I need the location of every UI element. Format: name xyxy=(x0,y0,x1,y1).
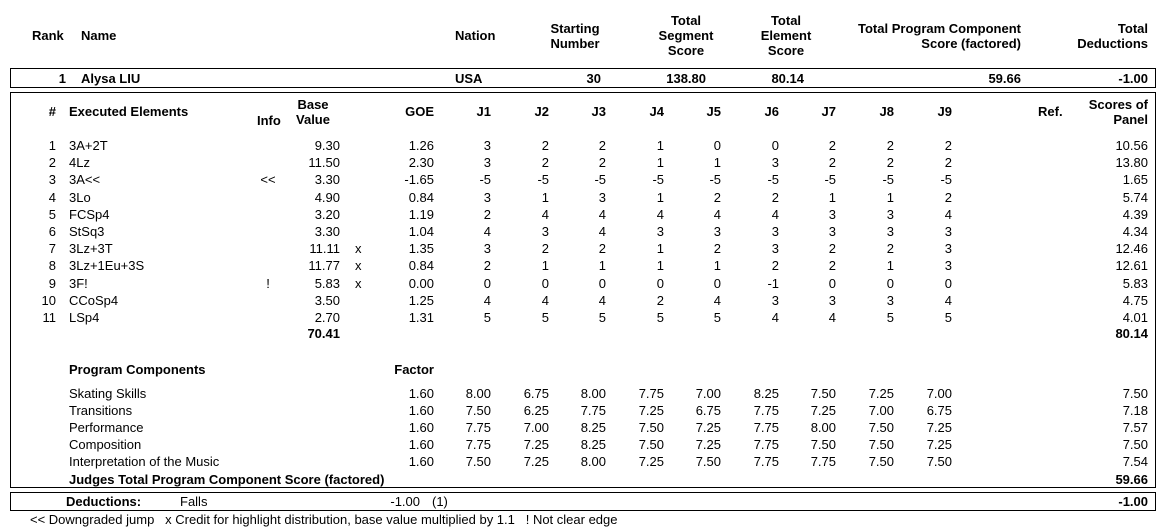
element-goe: 0.84 xyxy=(408,258,434,274)
judge-score: 2 xyxy=(541,155,549,171)
judge-score: 2 xyxy=(828,241,836,257)
judge-component-score: 8.25 xyxy=(753,386,779,401)
judge-score: 3 xyxy=(771,241,779,257)
judge-component-score: 7.50 xyxy=(638,437,664,452)
judge-component-score: 7.75 xyxy=(753,420,779,435)
judge-score: -5 xyxy=(479,172,491,188)
element-panel-score: 1.65 xyxy=(1122,172,1148,188)
judge-score: 3 xyxy=(886,206,894,222)
element-number: 9 xyxy=(48,275,56,291)
skater-total-pcs: 59.66 xyxy=(988,71,1021,86)
element-base-value: 11.77 xyxy=(308,258,340,274)
judge-component-score: 7.75 xyxy=(465,420,491,435)
component-panel-score: 7.18 xyxy=(1122,403,1148,418)
judge-score: 2 xyxy=(598,155,606,171)
nation-header: Nation xyxy=(455,28,496,43)
judge-score: -1 xyxy=(767,275,779,291)
component-factor: 1.60 xyxy=(408,437,434,452)
judge-score: 4 xyxy=(713,292,721,308)
element-base-value: 3.30 xyxy=(314,224,340,239)
judge-score: 5 xyxy=(713,310,721,325)
element-goe: 2.30 xyxy=(408,155,434,171)
judge-score: 0 xyxy=(828,275,836,291)
judge-score: 3 xyxy=(541,224,549,239)
element-number: 4 xyxy=(48,189,56,205)
skater-rank: 1 xyxy=(58,71,66,86)
judge-score: 2 xyxy=(944,155,952,171)
judge-score: 5 xyxy=(886,310,894,325)
element-panel-score: 4.01 xyxy=(1122,310,1148,325)
judge-score: 2 xyxy=(828,258,836,274)
total-deductions-header: Total Deductions xyxy=(1077,21,1148,51)
element-number: 7 xyxy=(48,241,56,257)
judge-score: 2 xyxy=(886,138,894,153)
judge-component-score: 8.00 xyxy=(580,386,606,401)
component-factor: 1.60 xyxy=(408,454,434,469)
element-info: << xyxy=(260,172,276,188)
total-segment-score-header: Total Segment Score xyxy=(658,13,714,58)
component-factor: 1.60 xyxy=(408,420,434,435)
judge-score: 2 xyxy=(886,155,894,171)
judge-score: 3 xyxy=(598,189,606,205)
starting-number-header: Starting Number xyxy=(550,21,600,51)
judge-component-score: 7.25 xyxy=(523,454,549,469)
judge-header-3: J3 xyxy=(591,104,606,119)
element-name: 3A+2T xyxy=(69,138,108,153)
judge-component-score: 7.50 xyxy=(810,386,836,401)
judge-score: 2 xyxy=(713,189,721,205)
element-panel-score: 12.61 xyxy=(1115,258,1148,274)
judge-score: 0 xyxy=(713,275,721,291)
judge-component-score: 7.50 xyxy=(638,420,664,435)
base-value-total: 70.41 xyxy=(307,326,340,341)
deductions-label: Deductions: xyxy=(66,494,142,509)
judge-score: 1 xyxy=(656,155,664,171)
total-pcs-header: Total Program Component Score (factored) xyxy=(858,21,1021,51)
judge-header-7: J7 xyxy=(821,104,836,119)
element-base-value: 11.11 xyxy=(309,241,340,257)
judge-score: 2 xyxy=(944,138,952,153)
judge-score: 5 xyxy=(541,310,549,325)
judge-score: 2 xyxy=(886,241,894,257)
judge-score: 1 xyxy=(598,258,606,274)
element-goe: -1.65 xyxy=(404,172,434,188)
judge-score: 2 xyxy=(771,189,779,205)
element-number: 2 xyxy=(48,155,56,171)
component-factor: 1.60 xyxy=(408,386,434,401)
judge-score: 0 xyxy=(598,275,606,291)
judge-component-score: 7.25 xyxy=(926,437,952,452)
judge-component-score: 7.75 xyxy=(465,437,491,452)
element-name: 3Lz+3T xyxy=(69,241,113,257)
component-name: Interpretation of the Music xyxy=(69,454,220,469)
judge-score: 3 xyxy=(886,224,894,239)
element-number: 3 xyxy=(48,172,56,188)
component-factor: 1.60 xyxy=(408,403,434,418)
judge-component-score: 7.50 xyxy=(465,403,491,418)
judge-score: 1 xyxy=(886,258,894,274)
element-goe: 1.25 xyxy=(408,292,434,308)
element-name: 3Lo xyxy=(69,189,91,205)
judge-score: 5 xyxy=(598,310,606,325)
pcs-total-label: Judges Total Program Component Score (factored) xyxy=(69,472,385,487)
element-panel-score: 4.39 xyxy=(1122,206,1148,222)
judge-component-score: 7.50 xyxy=(868,454,894,469)
name-header: Name xyxy=(81,28,117,43)
element-name: 3Lz+1Eu+3S xyxy=(69,258,145,274)
judge-score: 4 xyxy=(541,206,549,222)
judge-score: 3 xyxy=(771,224,779,239)
element-base-value: 4.90 xyxy=(314,189,340,205)
component-name: Transitions xyxy=(69,403,133,418)
skater-nation: USA xyxy=(455,71,483,86)
judge-score: 2 xyxy=(828,155,836,171)
judge-component-score: 7.75 xyxy=(638,386,664,401)
judge-score: -5 xyxy=(709,172,721,188)
judge-score: 4 xyxy=(771,206,779,222)
element-goe: 0.84 xyxy=(408,189,434,205)
judge-score: 3 xyxy=(828,224,836,239)
executed-elements-header: Executed Elements xyxy=(69,104,189,119)
element-base-value: 3.30 xyxy=(314,172,340,188)
element-name: LSp4 xyxy=(69,310,100,325)
judge-score: 1 xyxy=(828,189,836,205)
element-name: CCoSp4 xyxy=(69,292,119,308)
judge-score: 1 xyxy=(713,155,721,171)
judge-score: -5 xyxy=(882,172,894,188)
judge-component-score: 7.75 xyxy=(753,437,779,452)
element-base-value: 5.83 xyxy=(314,275,340,291)
judge-score: 3 xyxy=(483,138,491,153)
judge-score: 2 xyxy=(541,241,549,257)
judge-component-score: 7.25 xyxy=(868,386,894,401)
element-base-value: 2.70 xyxy=(314,310,340,325)
element-base-value: 9.30 xyxy=(314,138,340,153)
component-name: Skating Skills xyxy=(69,386,147,401)
skater-starting-number: 30 xyxy=(586,71,601,86)
element-bonus-marker: x xyxy=(355,241,362,257)
judge-score: 2 xyxy=(771,258,779,274)
judge-component-score: 7.50 xyxy=(810,437,836,452)
judge-component-score: 7.00 xyxy=(868,403,894,418)
judge-score: 2 xyxy=(944,189,952,205)
judge-component-score: 7.25 xyxy=(695,437,721,452)
judge-score: 3 xyxy=(483,241,491,257)
judge-header-6: J6 xyxy=(764,104,779,119)
element-base-value: 3.50 xyxy=(314,292,340,308)
judge-score: 3 xyxy=(483,155,491,171)
judge-score: -5 xyxy=(652,172,664,188)
judge-score: -5 xyxy=(537,172,549,188)
element-panel-score: 10.56 xyxy=(1115,138,1148,153)
judge-component-score: 7.75 xyxy=(580,403,606,418)
element-number: 11 xyxy=(42,310,56,325)
judge-component-score: 7.25 xyxy=(926,420,952,435)
judge-component-score: 8.25 xyxy=(580,420,606,435)
judge-score: 4 xyxy=(771,310,779,325)
factor-header: Factor xyxy=(394,362,434,377)
base-value-header: Base Value xyxy=(296,97,330,127)
judge-header-2: J2 xyxy=(534,104,549,119)
element-panel-score: 13.80 xyxy=(1115,155,1148,171)
deductions-value: -1.00 xyxy=(390,494,420,509)
element-number: 1 xyxy=(48,138,56,153)
judge-component-score: 6.75 xyxy=(695,403,721,418)
scores-of-panel-header: Scores of Panel xyxy=(1088,97,1148,127)
element-number: 10 xyxy=(41,292,56,308)
judge-score: 5 xyxy=(483,310,491,325)
judge-header-4: J4 xyxy=(649,104,664,119)
rank-header: Rank xyxy=(32,28,64,43)
judge-score: 3 xyxy=(828,206,836,222)
judge-component-score: 7.50 xyxy=(868,437,894,452)
judge-score: 0 xyxy=(541,275,549,291)
component-name: Performance xyxy=(69,420,144,435)
judge-score: 1 xyxy=(713,258,721,274)
element-name: 3F! xyxy=(69,275,88,291)
judge-score: 1 xyxy=(886,189,894,205)
judge-score: 3 xyxy=(656,224,664,239)
judge-header-9: J9 xyxy=(937,104,952,119)
judge-component-score: 8.25 xyxy=(580,437,606,452)
element-panel-score: 12.46 xyxy=(1115,241,1148,257)
judge-score: 1 xyxy=(541,258,549,274)
judge-score: 4 xyxy=(713,206,721,222)
element-number: 8 xyxy=(48,258,56,274)
element-goe: 1.31 xyxy=(408,310,434,325)
judge-score: 0 xyxy=(483,275,491,291)
judge-score: 2 xyxy=(828,138,836,153)
element-panel-score: 4.34 xyxy=(1122,224,1148,239)
judge-score: 3 xyxy=(713,224,721,239)
judge-score: 3 xyxy=(483,189,491,205)
judge-score: -5 xyxy=(824,172,836,188)
judge-score: 3 xyxy=(944,241,952,257)
element-panel-score: 5.83 xyxy=(1122,275,1148,291)
judge-score: 4 xyxy=(944,292,952,308)
judge-component-score: 8.00 xyxy=(465,386,491,401)
component-name: Composition xyxy=(69,437,142,452)
ref-header: Ref. xyxy=(1038,104,1063,119)
info-header: Info xyxy=(257,113,281,128)
judge-component-score: 7.00 xyxy=(695,386,721,401)
element-name: 3A<< xyxy=(69,172,101,188)
element-goe: 1.04 xyxy=(408,224,434,239)
judge-score: 4 xyxy=(598,292,606,308)
element-number: 6 xyxy=(48,224,56,239)
judge-component-score: 7.50 xyxy=(868,420,894,435)
judge-component-score: 7.50 xyxy=(695,454,721,469)
judge-score: 2 xyxy=(598,138,606,153)
element-number-header: # xyxy=(48,104,56,119)
goe-header: GOE xyxy=(405,104,434,119)
judge-header-5: J5 xyxy=(706,104,721,119)
elements-panel-total: 80.14 xyxy=(1115,326,1148,341)
element-name: 4Lz xyxy=(69,155,90,171)
judge-header-1: J1 xyxy=(476,104,491,119)
judge-component-score: 6.25 xyxy=(523,403,549,418)
judge-component-score: 7.25 xyxy=(810,403,836,418)
element-goe: 1.26 xyxy=(408,138,434,153)
judge-component-score: 7.75 xyxy=(810,454,836,469)
footnote-legend: << Downgraded jump x Credit for highlight distribution, base value multiplied by 1.1 ! Not clear edge xyxy=(30,512,618,527)
judge-component-score: 7.75 xyxy=(753,403,779,418)
skater-total-deductions: -1.00 xyxy=(1118,71,1148,86)
judge-score: 1 xyxy=(656,258,664,274)
judge-component-score: 7.25 xyxy=(523,437,549,452)
judge-component-score: 6.75 xyxy=(523,386,549,401)
judge-component-score: 6.75 xyxy=(926,403,952,418)
judge-score: 0 xyxy=(713,138,721,153)
judge-score: 4 xyxy=(944,206,952,222)
judge-score: 3 xyxy=(886,292,894,308)
element-base-value: 3.20 xyxy=(314,206,340,222)
judge-component-score: 7.00 xyxy=(926,386,952,401)
skater-total-segment-score: 138.80 xyxy=(666,71,706,86)
judge-component-score: 8.00 xyxy=(810,420,836,435)
judge-component-score: 7.50 xyxy=(926,454,952,469)
judge-score: 3 xyxy=(944,224,952,239)
judge-score: 3 xyxy=(771,292,779,308)
judge-score: 2 xyxy=(598,241,606,257)
judge-score: 4 xyxy=(598,224,606,239)
judge-score: 1 xyxy=(656,189,664,205)
judge-score: 3 xyxy=(828,292,836,308)
component-panel-score: 7.50 xyxy=(1122,437,1148,452)
element-panel-score: 4.75 xyxy=(1122,292,1148,308)
judge-score: -5 xyxy=(940,172,952,188)
judge-score: 2 xyxy=(483,206,491,222)
judge-component-score: 8.00 xyxy=(580,454,606,469)
judge-score: 1 xyxy=(656,241,664,257)
judge-score: 5 xyxy=(944,310,952,325)
element-bonus-marker: x xyxy=(355,275,362,291)
judge-component-score: 7.75 xyxy=(753,454,779,469)
judge-score: 2 xyxy=(541,138,549,153)
skater-total-element-score: 80.14 xyxy=(771,71,804,86)
judge-score: 4 xyxy=(656,206,664,222)
judge-component-score: 7.50 xyxy=(465,454,491,469)
judge-component-score: 7.25 xyxy=(695,420,721,435)
judge-score: 3 xyxy=(771,155,779,171)
judge-score: 5 xyxy=(656,310,664,325)
component-panel-score: 7.57 xyxy=(1122,420,1148,435)
element-info: ! xyxy=(266,275,270,291)
judge-component-score: 7.25 xyxy=(638,454,664,469)
pcs-total-value: 59.66 xyxy=(1115,472,1148,487)
judge-score: 2 xyxy=(483,258,491,274)
program-components-header: Program Components xyxy=(69,362,206,377)
judge-score: 1 xyxy=(541,189,549,205)
element-panel-score: 5.74 xyxy=(1122,189,1148,205)
judge-score: 0 xyxy=(944,275,952,291)
judge-score: 4 xyxy=(828,310,836,325)
deductions-total: -1.00 xyxy=(1118,494,1148,509)
judge-component-score: 7.25 xyxy=(638,403,664,418)
element-goe: 0.00 xyxy=(408,275,434,291)
element-base-value: 11.50 xyxy=(308,155,340,171)
element-name: FCSp4 xyxy=(69,206,110,222)
element-goe: 1.19 xyxy=(408,206,434,222)
element-goe: 1.35 xyxy=(408,241,434,257)
total-element-score-header: Total Element Score xyxy=(760,13,812,58)
judge-score: 2 xyxy=(713,241,721,257)
judge-score: 1 xyxy=(656,138,664,153)
judge-score: 3 xyxy=(944,258,952,274)
component-panel-score: 7.54 xyxy=(1122,454,1148,469)
judge-component-score: 7.00 xyxy=(523,420,549,435)
element-bonus-marker: x xyxy=(355,258,362,274)
judge-score: 0 xyxy=(886,275,894,291)
deductions-type: Falls xyxy=(180,494,208,509)
judge-score: -5 xyxy=(767,172,779,188)
element-name: StSq3 xyxy=(69,224,105,239)
judge-score: 0 xyxy=(656,275,664,291)
element-number: 5 xyxy=(48,206,56,222)
judge-score: 4 xyxy=(541,292,549,308)
judge-score: 4 xyxy=(483,292,491,308)
deductions-count: (1) xyxy=(432,494,448,509)
judge-score: 0 xyxy=(771,138,779,153)
judge-score: 2 xyxy=(656,292,664,308)
judge-score: 4 xyxy=(598,206,606,222)
judge-score: 4 xyxy=(483,224,491,239)
skater-name: Alysa LIU xyxy=(81,71,141,86)
component-panel-score: 7.50 xyxy=(1122,386,1148,401)
judge-header-8: J8 xyxy=(879,104,894,119)
judge-score: -5 xyxy=(594,172,606,188)
